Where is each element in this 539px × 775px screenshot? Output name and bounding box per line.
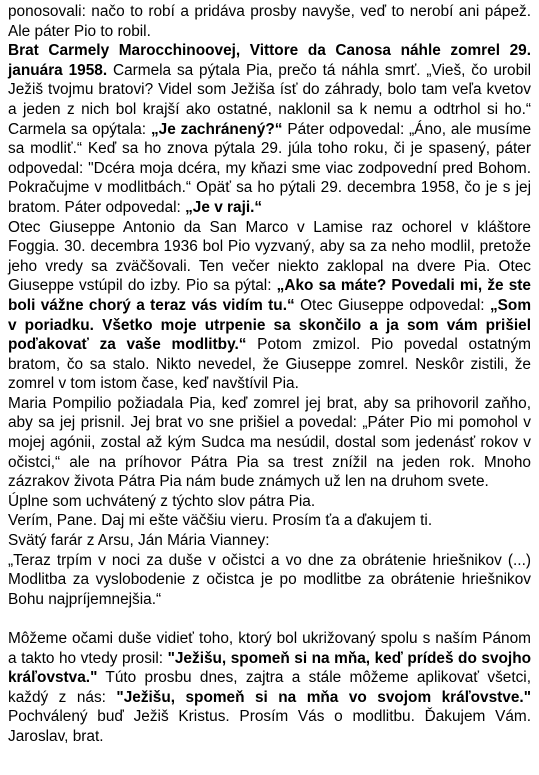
- text-run: Úplne som uchvátený z týchto slov pátra Pia.: [8, 492, 316, 510]
- paragraph: [8, 394, 531, 492]
- bold-text-run: "Ježišu, spomeň si na mňa vo svojom kráľovstve.": [116, 688, 531, 706]
- bold-text-run: "Ježišu, spomeň si na mňa, keď prídeš do svojho kráľovstva.": [8, 649, 532, 687]
- text-run: Otec Giuseppe odpovedal:: [294, 296, 490, 314]
- blank-line: [8, 609, 531, 629]
- paragraph: [8, 218, 531, 394]
- paragraph: [8, 2, 531, 41]
- text-run: Túto prosbu dnes, zajtra a stále môžeme aplikovať všetci, každý z nás:: [8, 669, 531, 706]
- text-run: Potom zmizol. Pio povedal ostatným bratom, čo sa stalo. Nikto nevedel, že Giuseppe zomrel. Neskôr zistili, že zomrel v tom istom čase, keď navštívil Pia.: [8, 336, 531, 393]
- text-run: Pochválený buď Ježiš Kristus. Prosím Vás o modlitbu. Ďakujem Vám. Jaroslav, brat.: [8, 708, 531, 745]
- text-run: Svätý farár z Arsu, Ján Mária Vianney:: [8, 532, 270, 550]
- text-run: Otec Giuseppe Antonio da San Marco v Lamise raz ochorel v kláštore Foggia. 30. decembra 1936 bol Pio vyzvaný, aby sa za neho modlil, pretože jeho vredy sa zväčšovali. Ten večer niekto zaklopal na dvere Pia. Otec Giuseppe vstúpil do izby. Pio sa pýtal:: [8, 218, 531, 295]
- paragraph: [8, 41, 531, 217]
- paragraph: [8, 492, 531, 512]
- bold-text-run: Brat Carmely Marocchinoovej, Vittore da Canosa náhle zomrel 29. januára 1958.: [8, 42, 531, 79]
- paragraph: [8, 531, 531, 551]
- paragraph: [8, 629, 531, 747]
- bold-text-run: „Ako sa máte? Povedali mi, že ste boli vážne chorý a teraz vás vidím tu.“: [8, 277, 531, 314]
- text-run: ponosovali: načo to robí a pridáva prosby navyše, veď to nerobí ani pápež. Ale páter Pio to robil.: [8, 3, 531, 40]
- bold-text-run: „Je zachránený?“: [150, 120, 283, 138]
- text-run: Carmela sa pýtala Pia, prečo tá náhla smrť. „Vieš, čo urobil Ježiš tvojmu bratovi? Videl som Ježiša ísť do záhrady, bolo tam veľa kvetov a jeden z nich bol krajší ako ostatné, naklonil sa k nemu a odtrhol si ho.“ Carmela sa opýtala:: [8, 61, 531, 138]
- text-run: Maria Pompilio požiadala Pia, keď zomrel jej brat, aby sa prihovoril zaňho, aby sa jej prisnil. Jej brat vo sne prišiel a povedal: „Páter Pio mi pomohol v mojej agónii, zostal až kým Sudca ma nesúdil, dostal som jedenásť rokov v očistci,“ ale na príhovor Pátra Pia sa trest znížil na jeden rok. Mnoho zázrakov života Pátra Pia nám bude známych už len na druhom svete.: [8, 394, 531, 491]
- text-run: „Teraz trpím v noci za duše v očistci a vo dne za obrátenie hriešnikov (...) Modlitba za vyslobodenie z očistca je po modlitbe za obrátenie hriešnikov Bohu najpríjemnejšia.“: [8, 551, 531, 608]
- bold-text-run: „Je v raji.“: [185, 198, 263, 216]
- text-run: Môžeme očami duše vidieť toho, ktorý bol ukrižovaný spolu s naším Pánom a takto ho vtedy prosil:: [8, 630, 531, 667]
- text-run: Verím, Pane. Daj mi ešte väčšiu vieru. Prosím ťa a ďakujem ti.: [8, 512, 433, 530]
- text-run: Páter odpovedal: „Áno, ale musíme sa modliť.“ Keď sa ho znova pýtala 29. júla toho roku, či je spasený, páter odpovedal: "Dcéra moja dcéra, my kňazi sme viac zodpovední pred Bohom. Pokračujme v modlitbách.“ Opäť sa ho pýtali 29. decembra 1958, čo je s jej bratom. Páter odpovedal:: [8, 120, 532, 216]
- bold-text-run: „Som v poriadku. Všetko moje utrpenie sa skončilo a ja som vám prišiel poďakovať za vaše modlitby.“: [8, 296, 531, 354]
- quote-paragraph: [8, 551, 531, 610]
- paragraph: [8, 511, 531, 531]
